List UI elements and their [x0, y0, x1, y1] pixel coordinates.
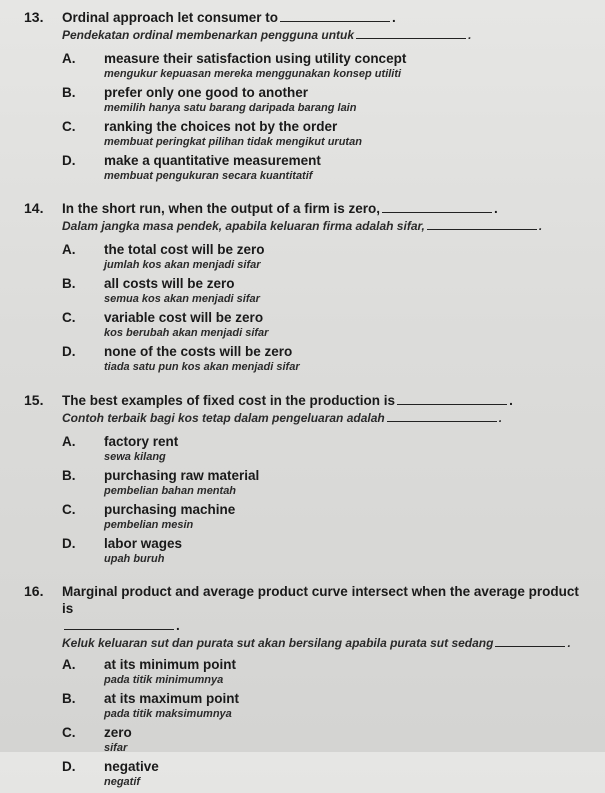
question-text-en: The best examples of fixed cost in the production is: [62, 393, 396, 408]
option-b[interactable]: B. all costs will be zero semua kos akan menjadi sifar: [62, 276, 260, 305]
question-text-ms: Contoh terbaik bagi kos tetap dalam pengeluaran adalah: [62, 411, 385, 425]
answer-blank: [356, 26, 466, 39]
answer-blank: [427, 217, 537, 230]
option-c[interactable]: C. ranking the choices not by the order membuat peringkat pilihan tidak mengikut urutan: [62, 119, 362, 148]
question-text-ms: Pendekatan ordinal membenarkan pengguna untuk: [62, 28, 355, 42]
option-b[interactable]: B. prefer only one good to another memilih hanya satu barang daripada barang lain: [62, 85, 357, 114]
question-number: 15.: [24, 392, 44, 408]
options-list: [62, 434, 584, 570]
option-c[interactable]: C. purchasing machine pembelian mesin: [62, 502, 236, 531]
option-a[interactable]: A. measure their satisfaction using utility concept mengukur kepuasan mereka menggunakan konsep utiliti: [62, 51, 407, 80]
option-d[interactable]: D. make a quantitative measurement membuat pengukuran secara kuantitatif: [62, 153, 321, 182]
option-a[interactable]: A. at its minimum point pada titik minimumnya: [62, 657, 237, 686]
option-a[interactable]: A. factory rent sewa kilang: [62, 434, 179, 463]
question-number: 16.: [24, 583, 44, 599]
answer-blank: [382, 200, 492, 213]
answer-blank: [387, 409, 497, 422]
option-b[interactable]: B. at its maximum point pada titik maksimumnya: [62, 691, 240, 720]
option-b[interactable]: B. purchasing raw material pembelian bahan mentah: [62, 468, 260, 497]
option-d[interactable]: D. none of the costs will be zero tiada satu pun kos akan menjadi sifar: [62, 344, 300, 373]
question-13: 13. Ordinal approach let consumer to . Pendekatan ordinal membenarkan pengguna untuk . A. measure their satisfaction using utility concept mengukur kepuasan mereka menggunakan konsep utiliti B. prefer only one good to another memilih hanya satu barang daripada barang lain C. ranking the choices not by the order membuat peringkat pilihan tidak mengikut urutan D. make a quantitative measurement membuat pengukuran secara kuantitatif: [24, 9, 584, 187]
question-14: 14. In the short run, when the output of a firm is zero, . Dalam jangka masa pendek, apabila keluaran firma adalah sifar, . A. the total cost will be zero jumlah kos akan menjadi sifar B. all costs will be zero semua kos akan menjadi sifar C. variable cost will be zero kos berubah akan menjadi sifar D. none of the costs will be zero tiada satu pun kos akan menjadi sifar: [24, 200, 584, 378]
answer-blank: [64, 617, 174, 630]
question-number: 14.: [24, 200, 44, 216]
options-list: [62, 657, 584, 793]
question-text-en: Ordinal approach let consumer to: [62, 10, 279, 25]
question-text-en: In the short run, when the output of a firm is zero,: [62, 201, 381, 216]
question-16: 16. Marginal product and average product curve intersect when the average product is . Keluk keluaran sut dan purata sut akan bersilang apabila purata sut sedang . A. at its minimum point pada titik minimumnya B. at its maximum point pada titik maksimumnya C. zero sifar D. negative negatif: [24, 583, 584, 793]
option-c[interactable]: C. variable cost will be zero kos berubah akan menjadi sifar: [62, 310, 269, 339]
question-15: 15. The best examples of fixed cost in the production is . Contoh terbaik bagi kos tetap dalam pengeluaran adalah . A. factory rent sewa kilang B. purchasing raw material pembelian bahan mentah C. purchasing machine pembelian mesin D. labor wages upah buruh: [24, 392, 584, 570]
answer-blank: [397, 392, 507, 405]
question-text-ms: Dalam jangka masa pendek, apabila keluaran firma adalah sifar,: [62, 219, 425, 233]
question-number: 13.: [24, 9, 44, 25]
option-a[interactable]: A. the total cost will be zero jumlah kos akan menjadi sifar: [62, 242, 265, 271]
answer-blank: [280, 9, 390, 22]
options-list: [62, 51, 584, 187]
option-d[interactable]: D. labor wages upah buruh: [62, 536, 183, 565]
answer-blank: [495, 634, 565, 647]
question-text-ms: Keluk keluaran sut dan purata sut akan bersilang apabila purata sut sedang: [62, 636, 494, 650]
option-d[interactable]: D. negative negatif: [62, 759, 159, 788]
question-text-en: Marginal product and average product curve intersect when the average product is: [62, 584, 579, 616]
option-c[interactable]: C. zero sifar: [62, 725, 132, 754]
options-list: [62, 242, 584, 378]
